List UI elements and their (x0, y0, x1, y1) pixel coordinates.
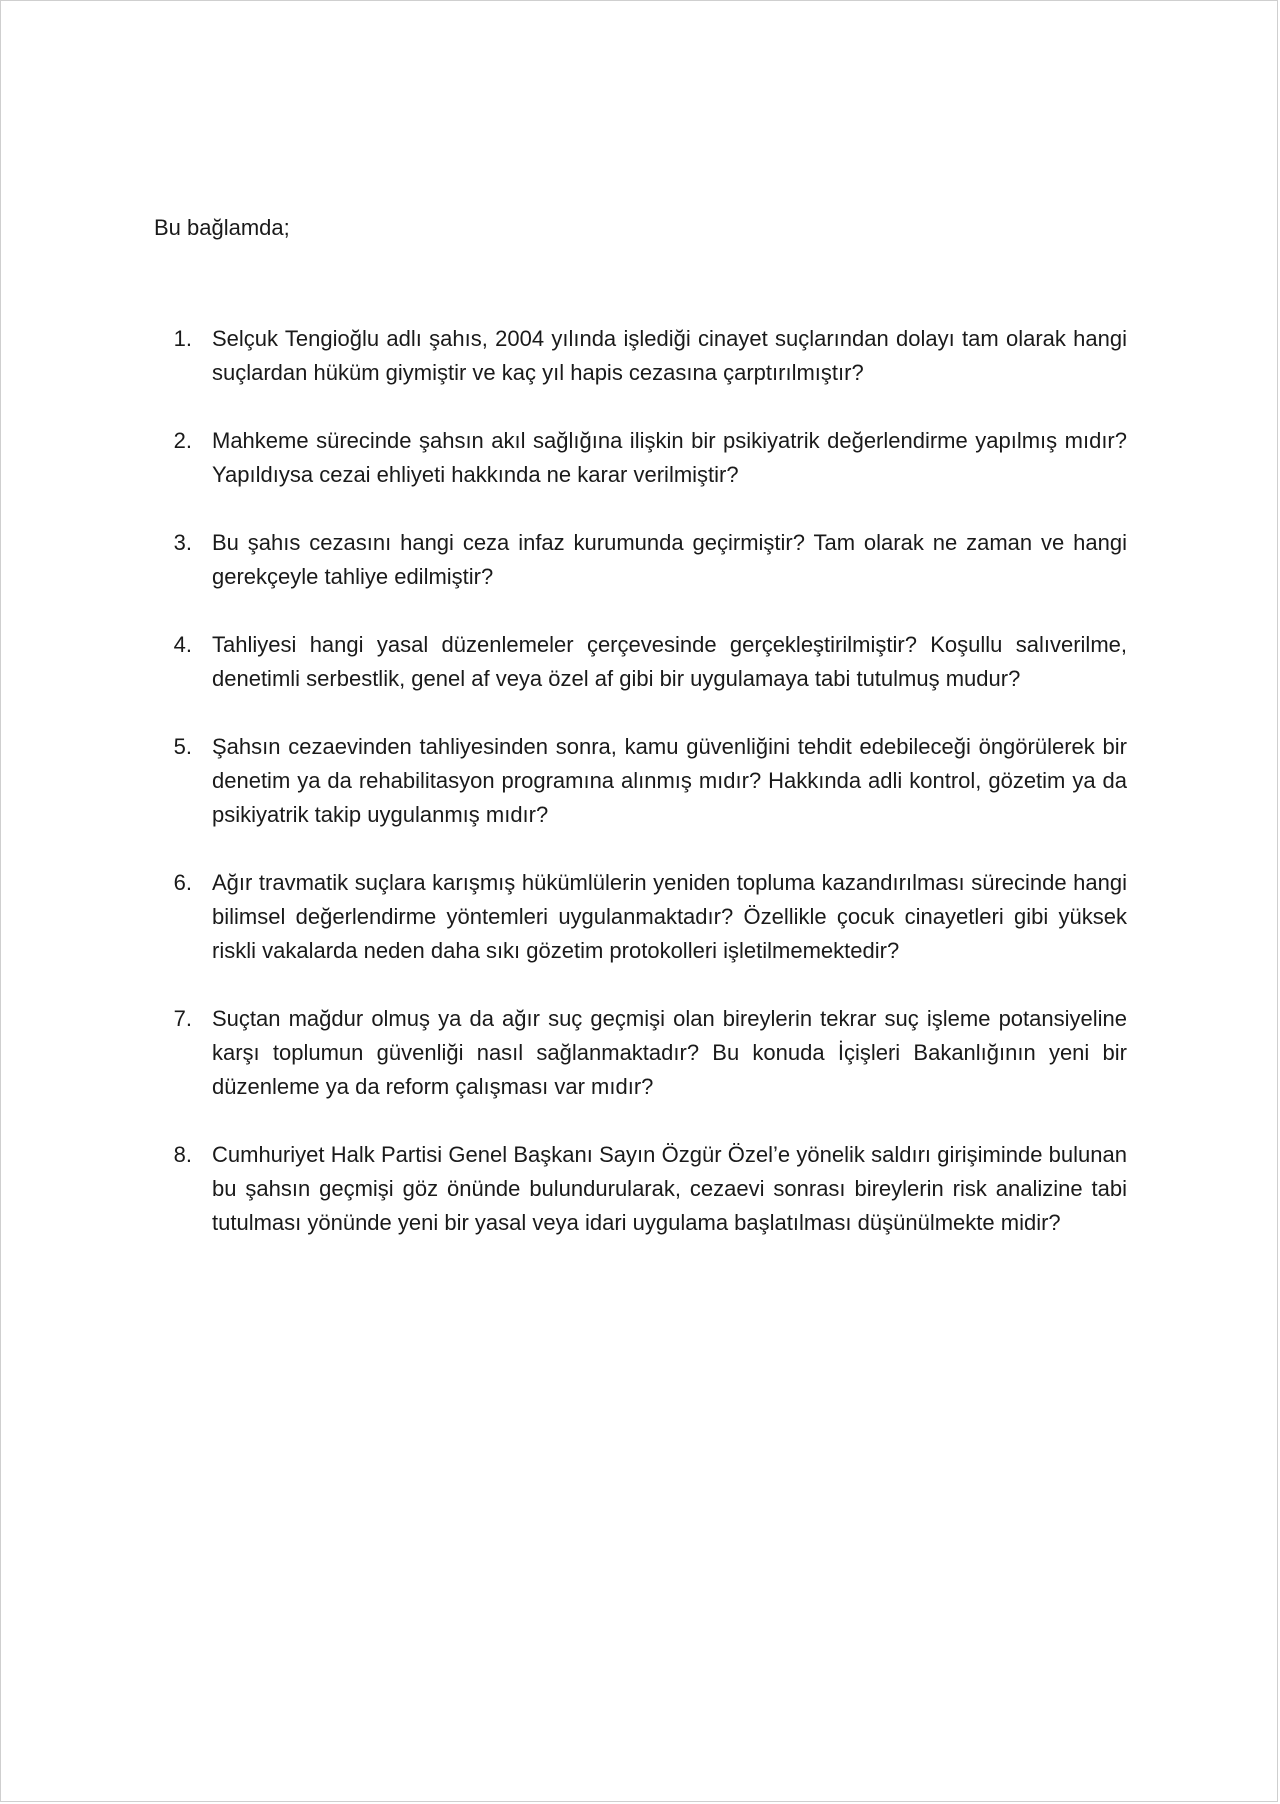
question-text: Tahliyesi hangi yasal düzenlemeler çerçevesinde gerçekleştirilmiştir? Koşullu salıverilme, denetimli serbestlik, genel af veya özel af gibi bir uygulamaya tabi tutulmuş mudur? (212, 632, 1127, 691)
question-item-6 (154, 866, 1127, 968)
question-text: Selçuk Tengioğlu adlı şahıs, 2004 yılında işlediği cinayet suçlarından dolayı tam olarak hangi suçlardan hüküm giymiştir ve kaç yıl hapis cezasına çarptırılmıştır? (212, 326, 1127, 385)
question-number: 4. (173, 632, 192, 657)
question-item-8 (154, 1138, 1127, 1240)
question-item-5 (154, 730, 1127, 832)
question-text: Cumhuriyet Halk Partisi Genel Başkanı Sayın Özgür Özel’e yönelik saldırı girişiminde bulunan bu şahsın geçmişi göz önünde bulundurularak, cezaevi sonrası bireylerin risk analizine tabi tutulması yönünde yeni bir yasal veya idari uygulama başlatılması düşünülmekte midir? (212, 1142, 1127, 1235)
question-list (154, 322, 1127, 1274)
intro-text: Bu bağlamda; (154, 215, 290, 240)
question-number: 1. (173, 326, 192, 351)
question-item-7 (154, 1002, 1127, 1104)
question-text: Mahkeme sürecinde şahsın akıl sağlığına ilişkin bir psikiyatrik değerlendirme yapılmış mıdır? Yapıldıysa cezai ehliyeti hakkında ne karar verilmiştir? (212, 428, 1127, 487)
question-number: 5. (173, 734, 192, 759)
question-number: 3. (173, 530, 192, 555)
question-text: Ağır travmatik suçlara karışmış hükümlülerin yeniden topluma kazandırılması sürecinde hangi bilimsel değerlendirme yöntemleri uygulanmaktadır? Özellikle çocuk cinayetleri gibi yüksek riskli vakalarda neden daha sıkı gözetim protokolleri işletilmemektedir? (212, 870, 1127, 963)
question-text: Şahsın cezaevinden tahliyesinden sonra, kamu güvenliğini tehdit edebileceği öngörülerek bir denetim ya da rehabilitasyon programına alınmış mıdır? Hakkında adli kontrol, gözetim ya da psikiyatrik takip uygulanmış mıdır? (212, 734, 1127, 827)
question-number: 7. (173, 1006, 192, 1031)
question-number: 2. (173, 428, 192, 453)
question-item-1 (154, 322, 1127, 390)
question-number: 6. (173, 870, 192, 895)
question-item-4 (154, 628, 1127, 696)
question-number: 8. (173, 1142, 192, 1167)
question-item-3 (154, 526, 1127, 594)
question-text: Bu şahıs cezasını hangi ceza infaz kurumunda geçirmiştir? Tam olarak ne zaman ve hangi gerekçeyle tahliye edilmiştir? (212, 530, 1127, 589)
question-item-2 (154, 424, 1127, 492)
question-text: Suçtan mağdur olmuş ya da ağır suç geçmişi olan bireylerin tekrar suç işleme potansiyeline karşı toplumun güvenliği nasıl sağlanmaktadır? Bu konuda İçişleri Bakanlığının yeni bir düzenleme ya da reform çalışması var mıdır? (212, 1006, 1127, 1099)
